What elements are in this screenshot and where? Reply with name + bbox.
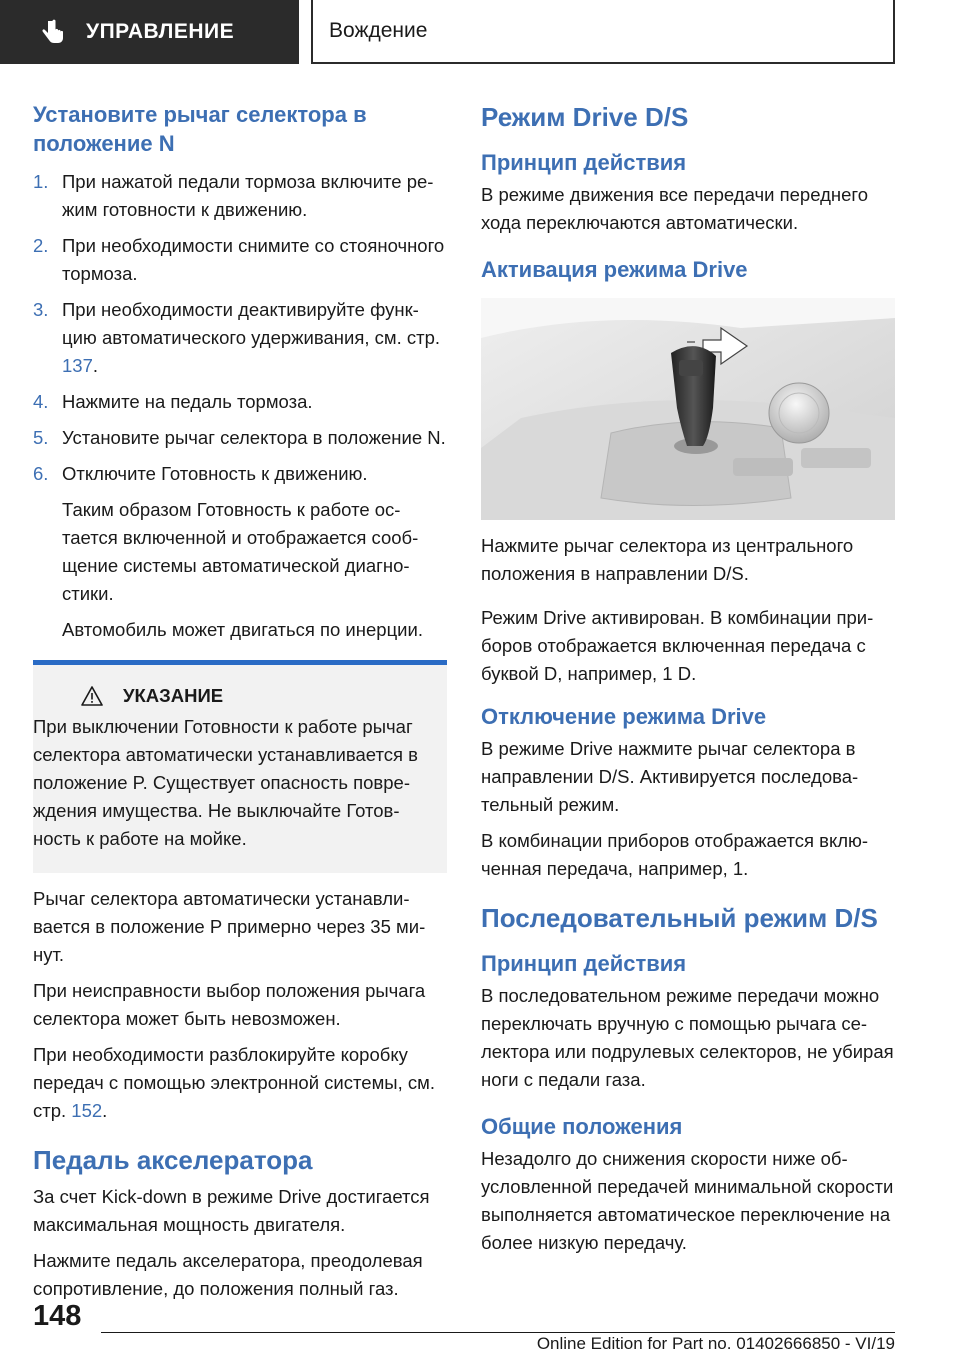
- section-title: УПРАВЛЕНИЕ: [86, 20, 235, 43]
- left-column: [33, 100, 447, 1303]
- page-link-137[interactable]: 137: [62, 355, 93, 376]
- step6-note-2: Автомобиль может двигаться по инерции.: [62, 619, 423, 640]
- page-number: 148: [33, 1300, 82, 1332]
- chapter-title: Вождение: [329, 19, 428, 42]
- hand-pointer-icon: [40, 19, 66, 45]
- paragraph: В комбинации приборов отображается включенная передача, например, 1.: [481, 830, 869, 879]
- page-link-152[interactable]: 152: [71, 1100, 103, 1121]
- step-text: При нажатой педали тормоза включите режим готовности к движению.: [62, 171, 434, 220]
- gear-selector-image: [481, 298, 895, 520]
- list-item: [33, 296, 447, 380]
- list-item: [33, 232, 447, 288]
- paragraph: В режиме Drive нажмите рычаг селектора в направлении D/S. Активируется последовательный режим.: [481, 738, 859, 815]
- step-text: [62, 296, 447, 380]
- step-text-part: .: [92, 355, 99, 376]
- gear-selector-illustration: [481, 298, 895, 520]
- paragraph: Незадолго до снижения скорости ниже обусловленной передачей минимальной скорости выполняется автоматическое переключение на более низкую передачу.: [481, 1148, 894, 1253]
- edition-note: Online Edition for Part no. 01402666850 - VI/19: [536, 1334, 895, 1353]
- heading-drive-mode: Режим Drive D/S: [481, 102, 689, 132]
- heading-principle-2: Принцип действия: [481, 951, 687, 976]
- heading-set-selector-n: Установите рычаг селектора в положение N: [33, 102, 367, 156]
- paragraph: Режим Drive активирован. В комбинации приборов отображается включенная передача с буквой D, например, 1 D.: [481, 607, 874, 684]
- footer-divider: [101, 1332, 895, 1333]
- list-item: [33, 460, 447, 488]
- notice-text: При выключении Готовности к работе рычаг селектора автоматически устанавливается в положение P. Существует опасность повреждения имущества. Не выключайте Готовность к работе на мойке.: [33, 716, 418, 849]
- step-number: 2.: [33, 235, 49, 256]
- step-number: 4.: [33, 391, 49, 412]
- paragraph-part: .: [102, 1100, 108, 1121]
- step-number: 1.: [33, 171, 49, 192]
- step-text: Установите рычаг селектора в положение N.: [62, 427, 446, 448]
- notice-title: УКАЗАНИЕ: [123, 685, 224, 706]
- step-text-part: При необходимости деактивируйте функцию автоматического удерживания, см. стр.: [62, 299, 441, 348]
- step-text: При необходимости снимите со стояночного тормоза.: [62, 235, 445, 284]
- chapter-tab: [311, 0, 895, 64]
- paragraph: Нажмите педаль акселератора, преодолевая сопротивление, до положения полный газ.: [33, 1250, 423, 1299]
- step-number: 3.: [33, 299, 49, 320]
- notice-box: [33, 660, 447, 873]
- steps-list: [33, 168, 447, 488]
- paragraph-part: При необходимости разблокируйте коробку передач с помощью электронной системы, см. стр.: [33, 1044, 435, 1121]
- list-item: [33, 388, 447, 416]
- list-item: [33, 424, 447, 452]
- paragraph: Рычаг селектора автоматически устанавливается в положение P примерно через 35 минут.: [33, 888, 426, 965]
- paragraph: [33, 1041, 447, 1125]
- notice-header: [81, 685, 435, 707]
- paragraph: За счет Kick-down в режиме Drive достигается максимальная мощность двигателя.: [33, 1186, 430, 1235]
- list-item: [33, 168, 447, 224]
- heading-activate-drive: Активация режима Drive: [481, 257, 748, 282]
- heading-principle: Принцип действия: [481, 150, 687, 175]
- image-caption: Нажмите рычаг селектора из центрального положения в направлении D/S.: [481, 535, 854, 584]
- step-text: Отключите Готовность к движению.: [62, 463, 368, 484]
- paragraph: В режиме движения все передачи переднего хода переключаются автоматически.: [481, 184, 869, 233]
- section-tab: [0, 0, 299, 64]
- paragraph: В последовательном режиме передачи можно переключать вручную с помощью рычага селектора или подрулевых селекторов, не убирая ноги с педали газа.: [481, 985, 894, 1090]
- step6-note: Таким образом Готовность к работе остается включенной и отображается сообщение системы автоматической диагностики.: [62, 499, 419, 604]
- heading-accelerator-pedal: Педаль акселератора: [33, 1145, 313, 1175]
- heading-general: Общие положения: [481, 1114, 683, 1139]
- step-text: Нажмите на педаль тормоза.: [62, 391, 313, 412]
- step-number: 5.: [33, 427, 49, 448]
- heading-deactivate-drive: Отключение режима Drive: [481, 704, 767, 729]
- warning-triangle-icon: [81, 686, 103, 706]
- paragraph: При неисправности выбор положения рычага селектора может быть невозможен.: [33, 980, 426, 1029]
- right-column: [481, 100, 895, 1257]
- heading-sequential-mode: Последовательный режим D/S: [481, 903, 878, 933]
- step-number: 6.: [33, 463, 49, 484]
